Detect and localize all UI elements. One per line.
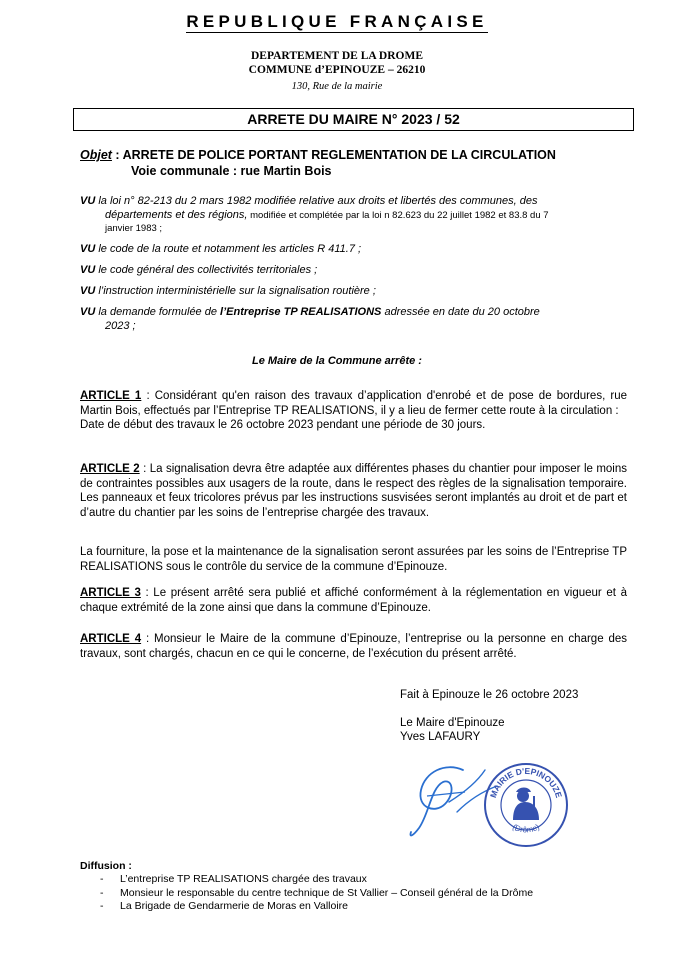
vu-text-small2: janvier 1983 ; <box>105 223 163 234</box>
list-item <box>100 900 533 914</box>
article-1 <box>80 389 627 433</box>
svg-text:(Drôme) <box>511 822 541 834</box>
vu-item-5 <box>80 306 627 333</box>
vu-text-cont: 2023 ; <box>105 319 136 332</box>
objet-line1: ARRETE DE POLICE PORTANT REGLEMENTATION DE LA CIRCULATION <box>122 148 556 162</box>
list-bullet: - <box>100 873 104 885</box>
vu-text: le code général des collectivités territoriales ; <box>95 264 318 276</box>
stamp-bottom-text: (Drôme) <box>511 822 541 835</box>
maire-arrete-heading: Le Maire de la Commune arrête : <box>252 355 422 367</box>
article-heading: ARTICLE 1 <box>80 390 142 402</box>
signatory-title: Le Maire d'Epinouze <box>400 717 505 729</box>
article-2 <box>80 462 627 520</box>
objet-block <box>80 147 556 179</box>
article-heading: ARTICLE 4 <box>80 633 142 645</box>
vu-entreprise: l’Entreprise TP REALISATIONS <box>220 306 382 318</box>
list-item-text: La Brigade de Gendarmerie de Moras en Valloire <box>120 900 349 912</box>
article-text: : Le présent arrêté sera publié et affiché conformément à la réglementation en vigueur et à chaque extrémité de la zone ainsi que dans la commune d’Epinouze. <box>80 587 627 614</box>
vu-keyword: VU <box>80 195 96 207</box>
vu-keyword: VU <box>80 306 96 318</box>
article-heading: ARTICLE 3 <box>80 587 141 599</box>
article-extra: Date de début des travaux le 26 octobre 2023 pendant une période de 30 jours. <box>80 419 486 431</box>
vu-keyword: VU <box>80 264 96 276</box>
vu-text: l’instruction interministérielle sur la signalisation routière ; <box>95 285 376 297</box>
vu-text-small: modifiée et complétée par la loi n 82.623 du 22 juillet 1982 et 83.8 du 7 <box>247 209 549 221</box>
vu-text: le code de la route et notamment les articles R 411.7 ; <box>95 243 362 255</box>
article-2-paragraph: La fourniture, la pose et la maintenance de la signalisation seront assurées par les soins de l’Entreprise TP REALISATIONS sous le contrôle du service de la commune d’Epinouze. <box>80 546 627 573</box>
marianne-emblem-icon <box>513 788 539 821</box>
address-line: 130, Rue de la mairie <box>291 81 383 92</box>
objet-line2: Voie communale : rue Martin Bois <box>131 164 332 178</box>
departement-line: DEPARTEMENT DE LA DROME <box>250 50 423 62</box>
vu-item-1 <box>80 195 627 236</box>
list-item <box>100 887 533 901</box>
list-bullet: - <box>100 900 104 912</box>
objet-label: Objet <box>80 148 112 162</box>
vu-text-date: adressée en date du 20 octobre <box>381 306 540 318</box>
list-item-text: Monsieur le responsable du centre technique de St Vallier – Conseil général de la Drôme <box>120 886 534 899</box>
article-text: : La signalisation devra être adaptée aux différentes phases du chantier pour imposer le moins de contraintes possibles aux usagers de la route, dans le respect des règles de la signalisation temporaire. Les panneaux et feux tricolores prévus par les instructions susvisées seront implantés au droit et de part et d’autre du chantier par les soins de l’entreprise chargée des travaux. <box>80 463 628 519</box>
vu-keyword: VU <box>80 243 96 255</box>
vu-item-3 <box>80 264 627 278</box>
fait-a-line: Fait à Epinouze le 26 octobre 2023 <box>400 689 579 701</box>
article-heading: ARTICLE 2 <box>80 463 140 475</box>
vu-keyword: VU <box>80 285 96 297</box>
list-item <box>100 873 533 887</box>
diffusion-label: Diffusion : <box>80 860 132 872</box>
vu-text: la demande formulée de <box>95 306 221 318</box>
diffusion-list <box>100 873 533 914</box>
list-item-text: L’entreprise TP REALISATIONS chargée des travaux <box>120 873 367 885</box>
article-3 <box>80 586 627 615</box>
mairie-stamp <box>483 762 569 848</box>
arrete-title: ARRETE DU MAIRE N° 2023 / 52 <box>247 111 460 127</box>
vu-item-2 <box>80 243 627 257</box>
stamp-top-text: MAIRIE D'EPINOUZE <box>487 765 565 799</box>
list-bullet: - <box>100 886 104 899</box>
commune-line: COMMUNE d’EPINOUZE – 26210 <box>248 64 426 76</box>
republique-heading: REPUBLIQUE FRANÇAISE <box>186 12 488 31</box>
vu-text: la loi n° 82-213 du 2 mars 1982 modifiée relative aux droits et libertés des communes, des <box>95 195 538 207</box>
vu-item-4 <box>80 285 627 299</box>
signatory-name: Yves LAFAURY <box>400 731 481 743</box>
article-text: : Monsieur le Maire de la commune d’Epinouze, l’entreprise ou la personne en charge des travaux, sont chargés, chacun en ce qui le concerne, de l’exécution du présent arrêté. <box>80 633 627 660</box>
article-4 <box>80 632 627 661</box>
objet-sep: : <box>111 148 123 162</box>
article-text: : Considérant qu'en raison des travaux d’application d'enrobé et de pose de bordures, rue Martin Bois, effectués par l’Entreprise TP REALISATIONS, il y a lieu de fermer cette route à la circulation : <box>80 390 627 417</box>
vu-text-cont: départements et des régions, <box>105 208 248 221</box>
arrete-title-box <box>73 108 634 131</box>
